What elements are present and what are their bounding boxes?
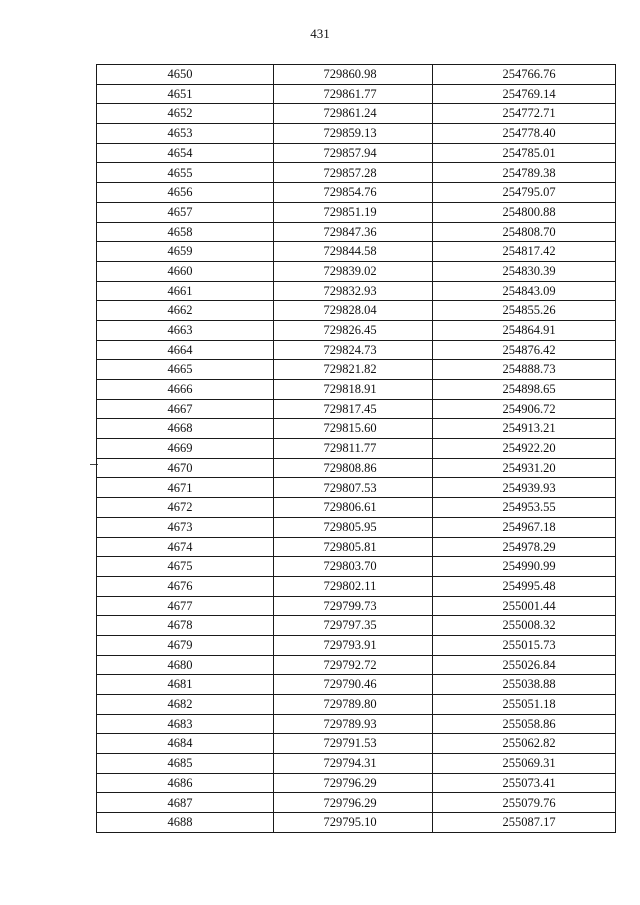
page-number: 431 xyxy=(310,26,330,41)
table-row xyxy=(97,596,616,616)
table-row xyxy=(97,655,616,675)
y-coordinate-cell: 255038.88 xyxy=(433,675,616,695)
table-row xyxy=(97,261,616,281)
x-coordinate-cell: 729859.13 xyxy=(274,124,433,144)
x-coordinate-cell: 729803.70 xyxy=(274,557,433,577)
point-number-cell: 4653 xyxy=(97,124,274,144)
table-row xyxy=(97,65,616,85)
y-coordinate-cell: 254995.48 xyxy=(433,576,616,596)
point-number-cell: 4657 xyxy=(97,202,274,222)
point-number-cell: 4654 xyxy=(97,143,274,163)
x-coordinate-cell: 729832.93 xyxy=(274,281,433,301)
x-coordinate-cell: 729861.24 xyxy=(274,104,433,124)
point-number-cell: 4661 xyxy=(97,281,274,301)
point-number-cell: 4688 xyxy=(97,813,274,833)
table-row xyxy=(97,183,616,203)
table-row xyxy=(97,439,616,459)
point-number-cell: 4668 xyxy=(97,419,274,439)
x-coordinate-cell: 729794.31 xyxy=(274,754,433,774)
table-row xyxy=(97,301,616,321)
y-coordinate-cell: 254898.65 xyxy=(433,380,616,400)
table-row xyxy=(97,773,616,793)
x-coordinate-cell: 729795.10 xyxy=(274,813,433,833)
y-coordinate-cell: 254922.20 xyxy=(433,439,616,459)
x-coordinate-cell: 729791.53 xyxy=(274,734,433,754)
table-row xyxy=(97,320,616,340)
y-coordinate-cell: 254953.55 xyxy=(433,498,616,518)
y-coordinate-cell: 254789.38 xyxy=(433,163,616,183)
x-coordinate-cell: 729811.77 xyxy=(274,439,433,459)
table-row xyxy=(97,143,616,163)
point-number-cell: 4652 xyxy=(97,104,274,124)
point-number-cell: 4675 xyxy=(97,557,274,577)
y-coordinate-cell: 254830.39 xyxy=(433,261,616,281)
x-coordinate-cell: 729817.45 xyxy=(274,399,433,419)
y-coordinate-cell: 254913.21 xyxy=(433,419,616,439)
x-coordinate-cell: 729824.73 xyxy=(274,340,433,360)
point-number-cell: 4662 xyxy=(97,301,274,321)
y-coordinate-cell: 254843.09 xyxy=(433,281,616,301)
table-row xyxy=(97,124,616,144)
y-coordinate-cell: 255051.18 xyxy=(433,695,616,715)
coordinates-table-body xyxy=(97,65,616,833)
x-coordinate-cell: 729805.81 xyxy=(274,537,433,557)
point-number-cell: 4666 xyxy=(97,380,274,400)
y-coordinate-cell: 255062.82 xyxy=(433,734,616,754)
y-coordinate-cell: 254978.29 xyxy=(433,537,616,557)
table-row xyxy=(97,635,616,655)
point-number-cell: 4659 xyxy=(97,242,274,262)
x-coordinate-cell: 729806.61 xyxy=(274,498,433,518)
point-number-cell: 4678 xyxy=(97,616,274,636)
y-coordinate-cell: 254808.70 xyxy=(433,222,616,242)
table-row xyxy=(97,675,616,695)
y-coordinate-cell: 254888.73 xyxy=(433,360,616,380)
x-coordinate-cell: 729815.60 xyxy=(274,419,433,439)
x-coordinate-cell: 729839.02 xyxy=(274,261,433,281)
table-row xyxy=(97,458,616,478)
point-number-cell: 4664 xyxy=(97,340,274,360)
y-coordinate-cell: 255015.73 xyxy=(433,635,616,655)
y-coordinate-cell: 255026.84 xyxy=(433,655,616,675)
y-coordinate-cell: 254967.18 xyxy=(433,517,616,537)
y-coordinate-cell: 254766.76 xyxy=(433,65,616,85)
x-coordinate-cell: 729851.19 xyxy=(274,202,433,222)
table-row xyxy=(97,517,616,537)
y-coordinate-cell: 254931.20 xyxy=(433,458,616,478)
point-number-cell: 4687 xyxy=(97,793,274,813)
x-coordinate-cell: 729792.72 xyxy=(274,655,433,675)
x-coordinate-cell: 729826.45 xyxy=(274,320,433,340)
table-row xyxy=(97,537,616,557)
point-number-cell: 4684 xyxy=(97,734,274,754)
y-coordinate-cell: 254795.07 xyxy=(433,183,616,203)
x-coordinate-cell: 729857.28 xyxy=(274,163,433,183)
point-number-cell: 4650 xyxy=(97,65,274,85)
y-coordinate-cell: 255079.76 xyxy=(433,793,616,813)
x-coordinate-cell: 729828.04 xyxy=(274,301,433,321)
point-number-cell: 4673 xyxy=(97,517,274,537)
y-coordinate-cell: 254785.01 xyxy=(433,143,616,163)
y-coordinate-cell: 255087.17 xyxy=(433,813,616,833)
x-coordinate-cell: 729854.76 xyxy=(274,183,433,203)
x-coordinate-cell: 729802.11 xyxy=(274,576,433,596)
table-row xyxy=(97,734,616,754)
y-coordinate-cell: 254876.42 xyxy=(433,340,616,360)
table-row xyxy=(97,714,616,734)
point-number-cell: 4685 xyxy=(97,754,274,774)
point-number-cell: 4663 xyxy=(97,320,274,340)
table-row xyxy=(97,380,616,400)
y-coordinate-cell: 255001.44 xyxy=(433,596,616,616)
table-row xyxy=(97,360,616,380)
table-row xyxy=(97,498,616,518)
x-coordinate-cell: 729844.58 xyxy=(274,242,433,262)
x-coordinate-cell: 729790.46 xyxy=(274,675,433,695)
point-number-cell: 4674 xyxy=(97,537,274,557)
y-coordinate-cell: 255058.86 xyxy=(433,714,616,734)
point-number-cell: 4665 xyxy=(97,360,274,380)
coordinates-table xyxy=(96,64,616,833)
point-number-cell: 4656 xyxy=(97,183,274,203)
x-coordinate-cell: 729789.80 xyxy=(274,695,433,715)
table-row xyxy=(97,813,616,833)
y-coordinate-cell: 254864.91 xyxy=(433,320,616,340)
y-coordinate-cell: 254990.99 xyxy=(433,557,616,577)
x-coordinate-cell: 729796.29 xyxy=(274,773,433,793)
x-coordinate-cell: 729860.98 xyxy=(274,65,433,85)
table-row xyxy=(97,793,616,813)
point-number-cell: 4672 xyxy=(97,498,274,518)
table-row xyxy=(97,576,616,596)
table-row xyxy=(97,281,616,301)
y-coordinate-cell: 254855.26 xyxy=(433,301,616,321)
x-coordinate-cell: 729796.29 xyxy=(274,793,433,813)
table-row xyxy=(97,419,616,439)
table-row xyxy=(97,340,616,360)
point-number-cell: 4676 xyxy=(97,576,274,596)
table-row xyxy=(97,399,616,419)
point-number-cell: 4682 xyxy=(97,695,274,715)
x-coordinate-cell: 729861.77 xyxy=(274,84,433,104)
x-coordinate-cell: 729857.94 xyxy=(274,143,433,163)
point-number-cell: 4655 xyxy=(97,163,274,183)
table-row xyxy=(97,222,616,242)
y-coordinate-cell: 254800.88 xyxy=(433,202,616,222)
point-number-cell: 4670 xyxy=(97,458,274,478)
y-coordinate-cell: 255008.32 xyxy=(433,616,616,636)
x-coordinate-cell: 729805.95 xyxy=(274,517,433,537)
y-coordinate-cell: 255069.31 xyxy=(433,754,616,774)
y-coordinate-cell: 254817.42 xyxy=(433,242,616,262)
point-number-cell: 4677 xyxy=(97,596,274,616)
point-number-cell: 4669 xyxy=(97,439,274,459)
table-row xyxy=(97,754,616,774)
x-coordinate-cell: 729793.91 xyxy=(274,635,433,655)
table-row xyxy=(97,202,616,222)
x-coordinate-cell: 729818.91 xyxy=(274,380,433,400)
y-coordinate-cell: 254939.93 xyxy=(433,478,616,498)
x-coordinate-cell: 729807.53 xyxy=(274,478,433,498)
y-coordinate-cell: 254778.40 xyxy=(433,124,616,144)
point-number-cell: 4681 xyxy=(97,675,274,695)
point-number-cell: 4686 xyxy=(97,773,274,793)
table-row xyxy=(97,557,616,577)
point-number-cell: 4683 xyxy=(97,714,274,734)
x-coordinate-cell: 729797.35 xyxy=(274,616,433,636)
y-coordinate-cell: 254769.14 xyxy=(433,84,616,104)
y-coordinate-cell: 254772.71 xyxy=(433,104,616,124)
x-coordinate-cell: 729847.36 xyxy=(274,222,433,242)
point-number-cell: 4680 xyxy=(97,655,274,675)
x-coordinate-cell: 729808.86 xyxy=(274,458,433,478)
y-coordinate-cell: 255073.41 xyxy=(433,773,616,793)
point-number-cell: 4660 xyxy=(97,261,274,281)
table-row xyxy=(97,616,616,636)
x-coordinate-cell: 729799.73 xyxy=(274,596,433,616)
point-number-cell: 4658 xyxy=(97,222,274,242)
point-number-cell: 4679 xyxy=(97,635,274,655)
point-number-cell: 4651 xyxy=(97,84,274,104)
table-row xyxy=(97,242,616,262)
y-coordinate-cell: 254906.72 xyxy=(433,399,616,419)
table-row xyxy=(97,104,616,124)
table-row xyxy=(97,163,616,183)
table-row xyxy=(97,478,616,498)
table-row xyxy=(97,84,616,104)
point-number-cell: 4671 xyxy=(97,478,274,498)
point-number-cell: 4667 xyxy=(97,399,274,419)
x-coordinate-cell: 729821.82 xyxy=(274,360,433,380)
table-row xyxy=(97,695,616,715)
x-coordinate-cell: 729789.93 xyxy=(274,714,433,734)
